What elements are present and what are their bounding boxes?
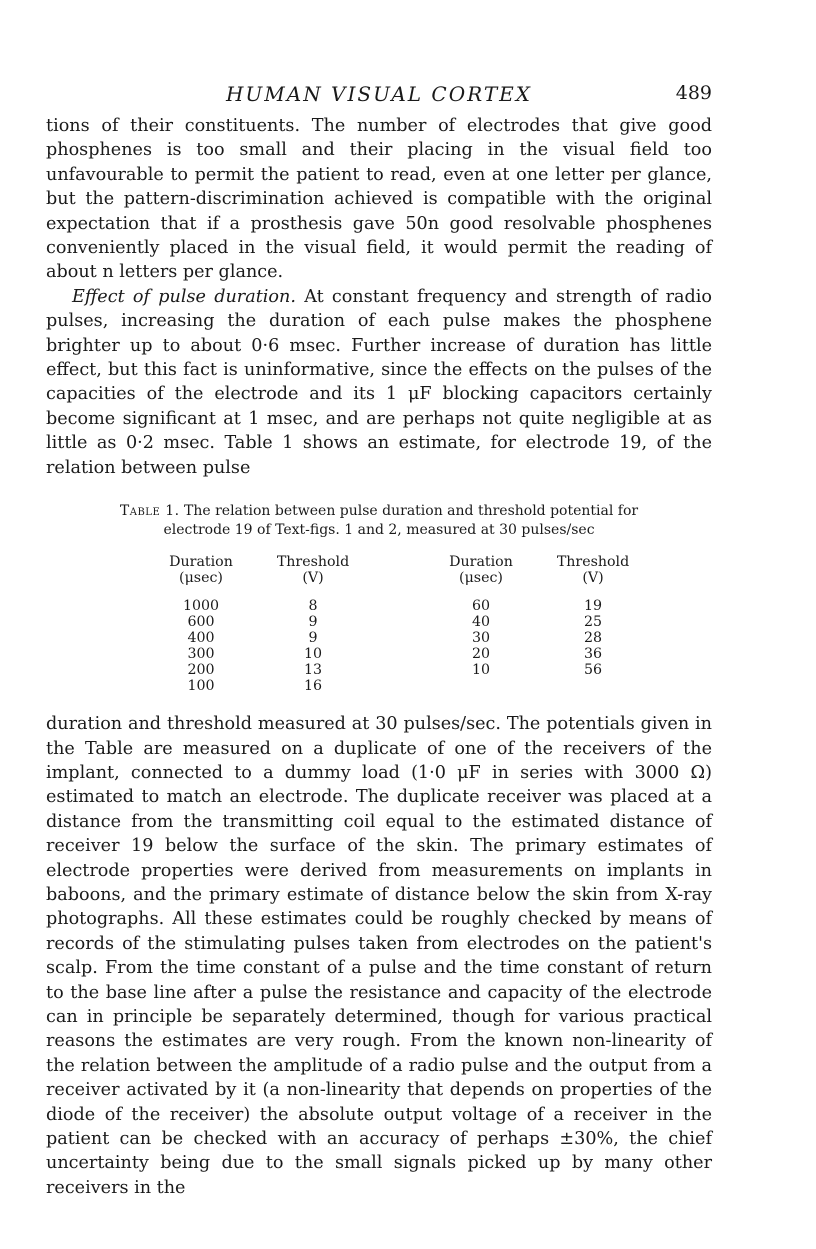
page-number: 489 bbox=[675, 82, 712, 104]
cell: 400 bbox=[187, 630, 215, 647]
cell: 40 bbox=[471, 614, 491, 631]
cell: 28 bbox=[583, 630, 603, 647]
table-row bbox=[164, 678, 632, 694]
cell: 10 bbox=[303, 646, 323, 663]
cell: 13 bbox=[303, 662, 323, 679]
unit-threshold: (V) bbox=[302, 570, 324, 587]
cell bbox=[554, 678, 632, 694]
table-row bbox=[164, 662, 632, 678]
table-header-row bbox=[164, 554, 632, 570]
unit-duration: (μsec) bbox=[179, 570, 223, 587]
cell: 30 bbox=[471, 630, 491, 647]
cell: 8 bbox=[308, 598, 318, 615]
col-header-threshold-2: Threshold bbox=[556, 554, 630, 571]
table-row bbox=[164, 598, 632, 614]
table-caption bbox=[99, 502, 659, 540]
paragraph-continuation: tions of their constituents. The number of electrodes that give good phosphenes is too small and their placing in the visual field too unfavourable to permit the patient to read, even at one letter per glance, but the pattern-discrimination achieved is compatible with the original expectation that if a prosthesis gave 50n good resolvable phosphenes conveniently placed in the visual field, it would permit the reading of about n letters per glance. bbox=[46, 116, 712, 283]
paragraph-text: At constant frequency and strength of radio pulses, increasing the duration of each pulse makes the phosphene brighter up to about 0·6 msec. Further increase of duration has little effect, but this fact is uninformative, since the effects on the pulses of the capacities of the electrode and its 1 μF blocking capacitors certainly become significant at 1 msec, and are perhaps not quite negligible at as little as 0·2 msec. Table 1 shows an estimate, for electrode 19, of the relation between pulse bbox=[46, 286, 712, 478]
cell: 300 bbox=[187, 646, 215, 663]
cell bbox=[444, 678, 518, 694]
cell: 600 bbox=[187, 614, 215, 631]
table-row bbox=[164, 630, 632, 646]
col-header-duration: Duration bbox=[169, 554, 233, 571]
cell: 19 bbox=[583, 598, 603, 615]
table-label: Table 1. bbox=[119, 503, 180, 520]
section-heading: Effect of pulse duration. bbox=[72, 286, 296, 307]
cell: 200 bbox=[187, 662, 215, 679]
table-caption-text: The relation between pulse duration and threshold potential for electrode 19 of Text-figs. 1 and 2, measured at 30 pulses/sec bbox=[163, 503, 639, 539]
cell: 9 bbox=[308, 614, 318, 631]
page bbox=[46, 82, 712, 1200]
cell: 100 bbox=[187, 678, 215, 695]
unit-duration-2: (μsec) bbox=[459, 570, 503, 587]
cell: 16 bbox=[303, 678, 323, 695]
table-row bbox=[164, 614, 632, 630]
cell: 36 bbox=[583, 646, 603, 663]
col-header-duration-2: Duration bbox=[449, 554, 513, 571]
cell: 60 bbox=[471, 598, 491, 615]
cell: 56 bbox=[583, 662, 603, 679]
paragraph-measurements: duration and threshold measured at 30 pulses/sec. The potentials given in the Table are measured on a duplicate of one of the receivers of the implant, connected to a dummy load (1·0 μF in series with 3000 Ω) estimated to match an electrode. The duplicate receiver was placed at a distance from the transmitting coil equal to the estimated distance of receiver 19 below the surface of the skin. The primary estimates of electrode properties were derived from measurements on implants in baboons, and the primary estimate of distance below the skin from X-ray photographs. All these estimates could be roughly checked by means of records of the stimulating pulses taken from electrodes on the patient's scalp. From the time constant of a pulse and the time constant of return to the base line after a pulse the resistance and capacity of the electrode can in principle be separately determined, though for various practical reasons the estimates are very rough. From the known non-linearity of the relation between the amplitude of a radio pulse and the output from a receiver activated by it (a non-linearity that depends on properties of the diode of the receiver) the absolute output voltage of a receiver in the patient can be checked with an accuracy of perhaps ±30%, the chief uncertainty being due to the small signals picked up by many other receivers in the bbox=[46, 714, 712, 1198]
table-row bbox=[164, 646, 632, 662]
col-header-threshold: Threshold bbox=[276, 554, 350, 571]
cell: 9 bbox=[308, 630, 318, 647]
data-table bbox=[164, 554, 632, 694]
cell: 20 bbox=[471, 646, 491, 663]
page-header bbox=[46, 82, 712, 114]
unit-threshold-2: (V) bbox=[582, 570, 604, 587]
running-title: HUMAN VISUAL CORTEX bbox=[225, 82, 533, 106]
cell: 10 bbox=[471, 662, 491, 679]
paragraph-pulse-duration bbox=[46, 285, 712, 480]
table-unit-row bbox=[164, 570, 632, 598]
cell: 1000 bbox=[182, 598, 220, 615]
cell: 25 bbox=[583, 614, 603, 631]
